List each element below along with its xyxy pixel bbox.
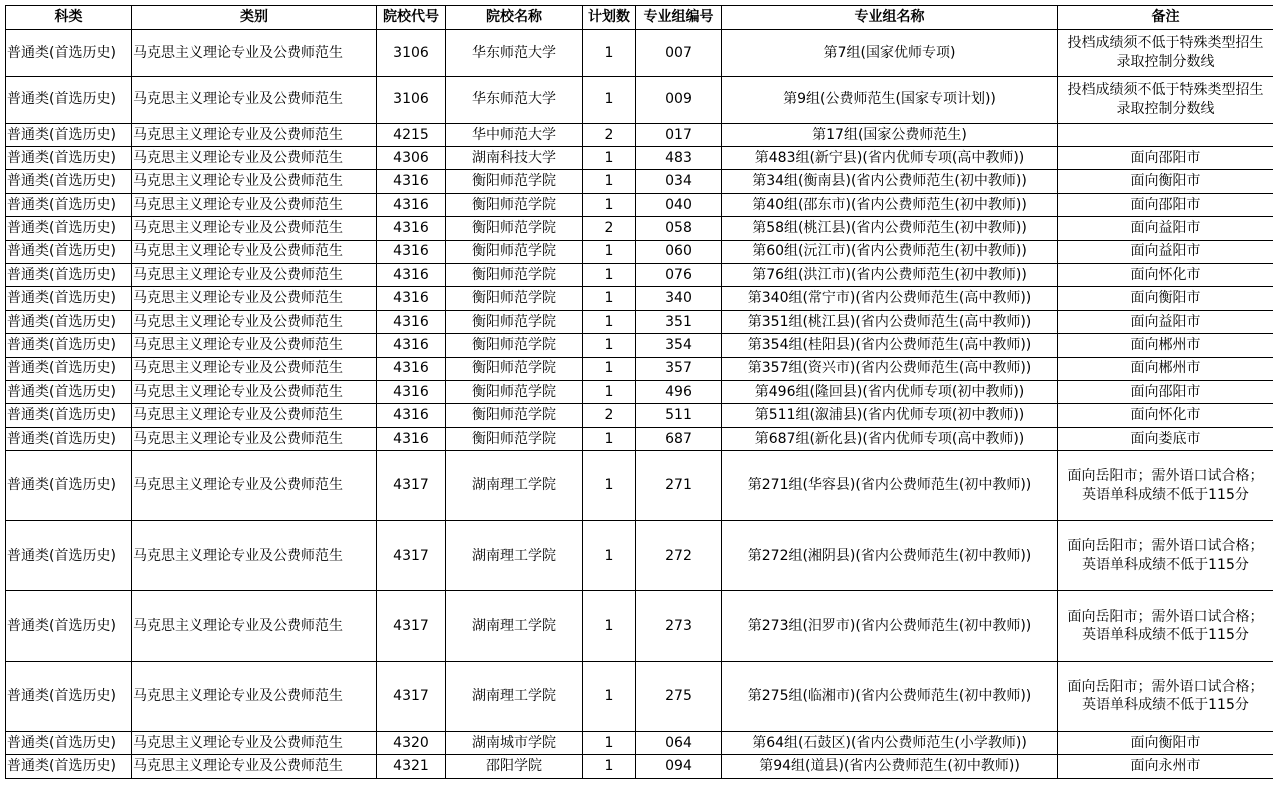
school-name-cell: 衡阳师范学院 [446, 170, 583, 193]
school-name-cell: 衡阳师范学院 [446, 334, 583, 357]
category-cell: 马克思主义理论专业及公费师范生 [132, 263, 377, 286]
group-number-cell: 511 [636, 404, 722, 427]
school-code-cell: 4316 [377, 287, 446, 310]
plan-count-cell: 1 [583, 240, 636, 263]
group-number-cell: 076 [636, 263, 722, 286]
group-name-cell: 第354组(桂阳县)(省内公费师范生(高中教师)) [722, 334, 1058, 357]
group-number-cell: 007 [636, 30, 722, 77]
school-code-cell: 4316 [377, 310, 446, 333]
category-cell: 马克思主义理论专业及公费师范生 [132, 310, 377, 333]
school-name-cell: 华东师范大学 [446, 30, 583, 77]
school-name-cell: 衡阳师范学院 [446, 357, 583, 380]
school-code-cell: 4316 [377, 334, 446, 357]
school-code-cell: 4215 [377, 123, 446, 146]
notes-cell: 面向益阳市 [1058, 217, 1274, 240]
school-name-cell: 衡阳师范学院 [446, 310, 583, 333]
school-name-cell: 湖南理工学院 [446, 451, 583, 521]
subject-category-cell: 普通类(首选历史) [6, 755, 132, 778]
subject-category-cell: 普通类(首选历史) [6, 404, 132, 427]
plan-count-cell: 1 [583, 170, 636, 193]
category-cell: 马克思主义理论专业及公费师范生 [132, 334, 377, 357]
school-name-cell: 衡阳师范学院 [446, 193, 583, 216]
notes-cell: 投档成绩须不低于特殊类型招生录取控制分数线 [1058, 30, 1274, 77]
group-name-cell: 第7组(国家优师专项) [722, 30, 1058, 77]
header-plan-count: 计划数 [583, 6, 636, 30]
group-name-cell: 第275组(临湘市)(省内公费师范生(初中教师)) [722, 661, 1058, 731]
school-code-cell: 3106 [377, 76, 446, 123]
notes-cell: 面向益阳市 [1058, 240, 1274, 263]
group-number-cell: 017 [636, 123, 722, 146]
table-row [6, 76, 1274, 123]
table-row [6, 357, 1274, 380]
table-row [6, 380, 1274, 403]
subject-category-cell: 普通类(首选历史) [6, 30, 132, 77]
table-row [6, 451, 1274, 521]
header-row [6, 6, 1274, 30]
subject-category-cell: 普通类(首选历史) [6, 731, 132, 754]
school-code-cell: 4316 [377, 240, 446, 263]
school-code-cell: 4316 [377, 217, 446, 240]
school-code-cell: 4316 [377, 193, 446, 216]
category-cell: 马克思主义理论专业及公费师范生 [132, 287, 377, 310]
subject-category-cell: 普通类(首选历史) [6, 521, 132, 591]
notes-cell: 投档成绩须不低于特殊类型招生录取控制分数线 [1058, 76, 1274, 123]
school-code-cell: 4317 [377, 591, 446, 661]
school-code-cell: 4316 [377, 170, 446, 193]
school-name-cell: 衡阳师范学院 [446, 240, 583, 263]
school-code-cell: 4317 [377, 521, 446, 591]
subject-category-cell: 普通类(首选历史) [6, 380, 132, 403]
group-name-cell: 第76组(洪江市)(省内公费师范生(初中教师)) [722, 263, 1058, 286]
group-name-cell: 第511组(溆浦县)(省内优师专项(初中教师)) [722, 404, 1058, 427]
school-name-cell: 湖南城市学院 [446, 731, 583, 754]
table-row [6, 263, 1274, 286]
group-number-cell: 687 [636, 427, 722, 450]
group-number-cell: 058 [636, 217, 722, 240]
plan-count-cell: 1 [583, 146, 636, 169]
header-school-code: 院校代号 [377, 6, 446, 30]
group-number-cell: 340 [636, 287, 722, 310]
group-name-cell: 第58组(桃江县)(省内公费师范生(初中教师)) [722, 217, 1058, 240]
group-name-cell: 第34组(衡南县)(省内公费师范生(初中教师)) [722, 170, 1058, 193]
group-name-cell: 第9组(公费师范生(国家专项计划)) [722, 76, 1058, 123]
table-row [6, 217, 1274, 240]
notes-cell: 面向衡阳市 [1058, 731, 1274, 754]
notes-cell: 面向益阳市 [1058, 310, 1274, 333]
category-cell: 马克思主义理论专业及公费师范生 [132, 755, 377, 778]
notes-cell: 面向邵阳市 [1058, 146, 1274, 169]
notes-cell: 面向岳阳市；需外语口试合格；英语单科成绩不低于115分 [1058, 591, 1274, 661]
group-number-cell: 271 [636, 451, 722, 521]
school-code-cell: 4316 [377, 357, 446, 380]
school-name-cell: 华东师范大学 [446, 76, 583, 123]
subject-category-cell: 普通类(首选历史) [6, 170, 132, 193]
subject-category-cell: 普通类(首选历史) [6, 193, 132, 216]
group-name-cell: 第271组(华容县)(省内公费师范生(初中教师)) [722, 451, 1058, 521]
notes-cell: 面向邵阳市 [1058, 380, 1274, 403]
subject-category-cell: 普通类(首选历史) [6, 334, 132, 357]
table-row [6, 146, 1274, 169]
category-cell: 马克思主义理论专业及公费师范生 [132, 521, 377, 591]
school-code-cell: 4316 [377, 263, 446, 286]
group-number-cell: 034 [636, 170, 722, 193]
notes-cell: 面向岳阳市；需外语口试合格；英语单科成绩不低于115分 [1058, 661, 1274, 731]
table-row [6, 661, 1274, 731]
category-cell: 马克思主义理论专业及公费师范生 [132, 170, 377, 193]
plan-count-cell: 2 [583, 217, 636, 240]
subject-category-cell: 普通类(首选历史) [6, 217, 132, 240]
header-notes: 备注 [1058, 6, 1274, 30]
plan-count-cell: 1 [583, 661, 636, 731]
plan-count-cell: 1 [583, 334, 636, 357]
group-number-cell: 064 [636, 731, 722, 754]
notes-cell: 面向娄底市 [1058, 427, 1274, 450]
notes-cell: 面向邵阳市 [1058, 193, 1274, 216]
group-name-cell: 第496组(隆回县)(省内优师专项(初中教师)) [722, 380, 1058, 403]
school-name-cell: 衡阳师范学院 [446, 427, 583, 450]
group-number-cell: 272 [636, 521, 722, 591]
plan-count-cell: 2 [583, 123, 636, 146]
group-number-cell: 496 [636, 380, 722, 403]
table-row [6, 240, 1274, 263]
plan-count-cell: 1 [583, 76, 636, 123]
subject-category-cell: 普通类(首选历史) [6, 287, 132, 310]
notes-cell: 面向郴州市 [1058, 357, 1274, 380]
category-cell: 马克思主义理论专业及公费师范生 [132, 427, 377, 450]
notes-cell [1058, 123, 1274, 146]
plan-count-cell: 1 [583, 755, 636, 778]
header-category: 类别 [132, 6, 377, 30]
notes-cell: 面向衡阳市 [1058, 170, 1274, 193]
plan-count-cell: 1 [583, 380, 636, 403]
school-code-cell: 4317 [377, 661, 446, 731]
school-name-cell: 湖南理工学院 [446, 661, 583, 731]
group-number-cell: 040 [636, 193, 722, 216]
group-name-cell: 第351组(桃江县)(省内公费师范生(高中教师)) [722, 310, 1058, 333]
subject-category-cell: 普通类(首选历史) [6, 357, 132, 380]
plan-count-cell: 1 [583, 591, 636, 661]
school-code-cell: 4321 [377, 755, 446, 778]
group-number-cell: 483 [636, 146, 722, 169]
school-code-cell: 4320 [377, 731, 446, 754]
group-name-cell: 第273组(汨罗市)(省内公费师范生(初中教师)) [722, 591, 1058, 661]
subject-category-cell: 普通类(首选历史) [6, 310, 132, 333]
school-code-cell: 4316 [377, 427, 446, 450]
school-name-cell: 邵阳学院 [446, 755, 583, 778]
plan-count-cell: 2 [583, 404, 636, 427]
school-name-cell: 湖南理工学院 [446, 591, 583, 661]
admission-table [5, 5, 1273, 779]
plan-count-cell: 1 [583, 310, 636, 333]
table-row [6, 755, 1274, 778]
school-name-cell: 衡阳师范学院 [446, 217, 583, 240]
group-number-cell: 060 [636, 240, 722, 263]
notes-cell: 面向衡阳市 [1058, 287, 1274, 310]
subject-category-cell: 普通类(首选历史) [6, 76, 132, 123]
table-row [6, 591, 1274, 661]
admission-table-container [5, 5, 1273, 803]
notes-cell: 面向怀化市 [1058, 404, 1274, 427]
plan-count-cell: 1 [583, 731, 636, 754]
school-code-cell: 3106 [377, 30, 446, 77]
school-name-cell: 湖南科技大学 [446, 146, 583, 169]
school-name-cell: 衡阳师范学院 [446, 404, 583, 427]
header-school-name: 院校名称 [446, 6, 583, 30]
group-number-cell: 094 [636, 755, 722, 778]
plan-count-cell: 1 [583, 263, 636, 286]
subject-category-cell: 普通类(首选历史) [6, 451, 132, 521]
category-cell: 马克思主义理论专业及公费师范生 [132, 240, 377, 263]
plan-count-cell: 1 [583, 427, 636, 450]
category-cell: 马克思主义理论专业及公费师范生 [132, 591, 377, 661]
group-name-cell: 第272组(湘阴县)(省内公费师范生(初中教师)) [722, 521, 1058, 591]
header-subject-category: 科类 [6, 6, 132, 30]
notes-cell: 面向岳阳市；需外语口试合格；英语单科成绩不低于115分 [1058, 521, 1274, 591]
group-name-cell: 第687组(新化县)(省内优师专项(高中教师)) [722, 427, 1058, 450]
plan-count-cell: 1 [583, 451, 636, 521]
subject-category-cell: 普通类(首选历史) [6, 146, 132, 169]
subject-category-cell: 普通类(首选历史) [6, 427, 132, 450]
table-row [6, 404, 1274, 427]
header-group-number: 专业组编号 [636, 6, 722, 30]
group-number-cell: 009 [636, 76, 722, 123]
category-cell: 马克思主义理论专业及公费师范生 [132, 451, 377, 521]
group-name-cell: 第483组(新宁县)(省内优师专项(高中教师)) [722, 146, 1058, 169]
group-name-cell: 第340组(常宁市)(省内公费师范生(高中教师)) [722, 287, 1058, 310]
group-name-cell: 第40组(邵东市)(省内公费师范生(初中教师)) [722, 193, 1058, 216]
table-row [6, 731, 1274, 754]
category-cell: 马克思主义理论专业及公费师范生 [132, 661, 377, 731]
category-cell: 马克思主义理论专业及公费师范生 [132, 380, 377, 403]
plan-count-cell: 1 [583, 193, 636, 216]
category-cell: 马克思主义理论专业及公费师范生 [132, 76, 377, 123]
plan-count-cell: 1 [583, 287, 636, 310]
table-row [6, 521, 1274, 591]
school-code-cell: 4316 [377, 380, 446, 403]
category-cell: 马克思主义理论专业及公费师范生 [132, 30, 377, 77]
subject-category-cell: 普通类(首选历史) [6, 240, 132, 263]
table-row [6, 334, 1274, 357]
plan-count-cell: 1 [583, 521, 636, 591]
category-cell: 马克思主义理论专业及公费师范生 [132, 404, 377, 427]
subject-category-cell: 普通类(首选历史) [6, 661, 132, 731]
school-code-cell: 4316 [377, 404, 446, 427]
table-row [6, 123, 1274, 146]
category-cell: 马克思主义理论专业及公费师范生 [132, 217, 377, 240]
group-name-cell: 第60组(沅江市)(省内公费师范生(初中教师)) [722, 240, 1058, 263]
category-cell: 马克思主义理论专业及公费师范生 [132, 123, 377, 146]
subject-category-cell: 普通类(首选历史) [6, 263, 132, 286]
school-code-cell: 4306 [377, 146, 446, 169]
group-number-cell: 357 [636, 357, 722, 380]
table-row [6, 427, 1274, 450]
notes-cell: 面向岳阳市；需外语口试合格；英语单科成绩不低于115分 [1058, 451, 1274, 521]
group-number-cell: 273 [636, 591, 722, 661]
subject-category-cell: 普通类(首选历史) [6, 123, 132, 146]
group-number-cell: 351 [636, 310, 722, 333]
table-row [6, 287, 1274, 310]
group-name-cell: 第357组(资兴市)(省内公费师范生(高中教师)) [722, 357, 1058, 380]
table-row [6, 310, 1274, 333]
group-name-cell: 第64组(石鼓区)(省内公费师范生(小学教师)) [722, 731, 1058, 754]
notes-cell: 面向永州市 [1058, 755, 1274, 778]
school-code-cell: 4317 [377, 451, 446, 521]
plan-count-cell: 1 [583, 357, 636, 380]
group-number-cell: 354 [636, 334, 722, 357]
category-cell: 马克思主义理论专业及公费师范生 [132, 357, 377, 380]
notes-cell: 面向郴州市 [1058, 334, 1274, 357]
school-name-cell: 衡阳师范学院 [446, 380, 583, 403]
school-name-cell: 华中师范大学 [446, 123, 583, 146]
school-name-cell: 衡阳师范学院 [446, 287, 583, 310]
table-row [6, 170, 1274, 193]
group-name-cell: 第94组(道县)(省内公费师范生(初中教师)) [722, 755, 1058, 778]
category-cell: 马克思主义理论专业及公费师范生 [132, 193, 377, 216]
school-name-cell: 湖南理工学院 [446, 521, 583, 591]
table-row [6, 30, 1274, 77]
header-group-name: 专业组名称 [722, 6, 1058, 30]
subject-category-cell: 普通类(首选历史) [6, 591, 132, 661]
group-name-cell: 第17组(国家公费师范生) [722, 123, 1058, 146]
school-name-cell: 衡阳师范学院 [446, 263, 583, 286]
category-cell: 马克思主义理论专业及公费师范生 [132, 146, 377, 169]
group-number-cell: 275 [636, 661, 722, 731]
plan-count-cell: 1 [583, 30, 636, 77]
table-row [6, 193, 1274, 216]
notes-cell: 面向怀化市 [1058, 263, 1274, 286]
category-cell: 马克思主义理论专业及公费师范生 [132, 731, 377, 754]
